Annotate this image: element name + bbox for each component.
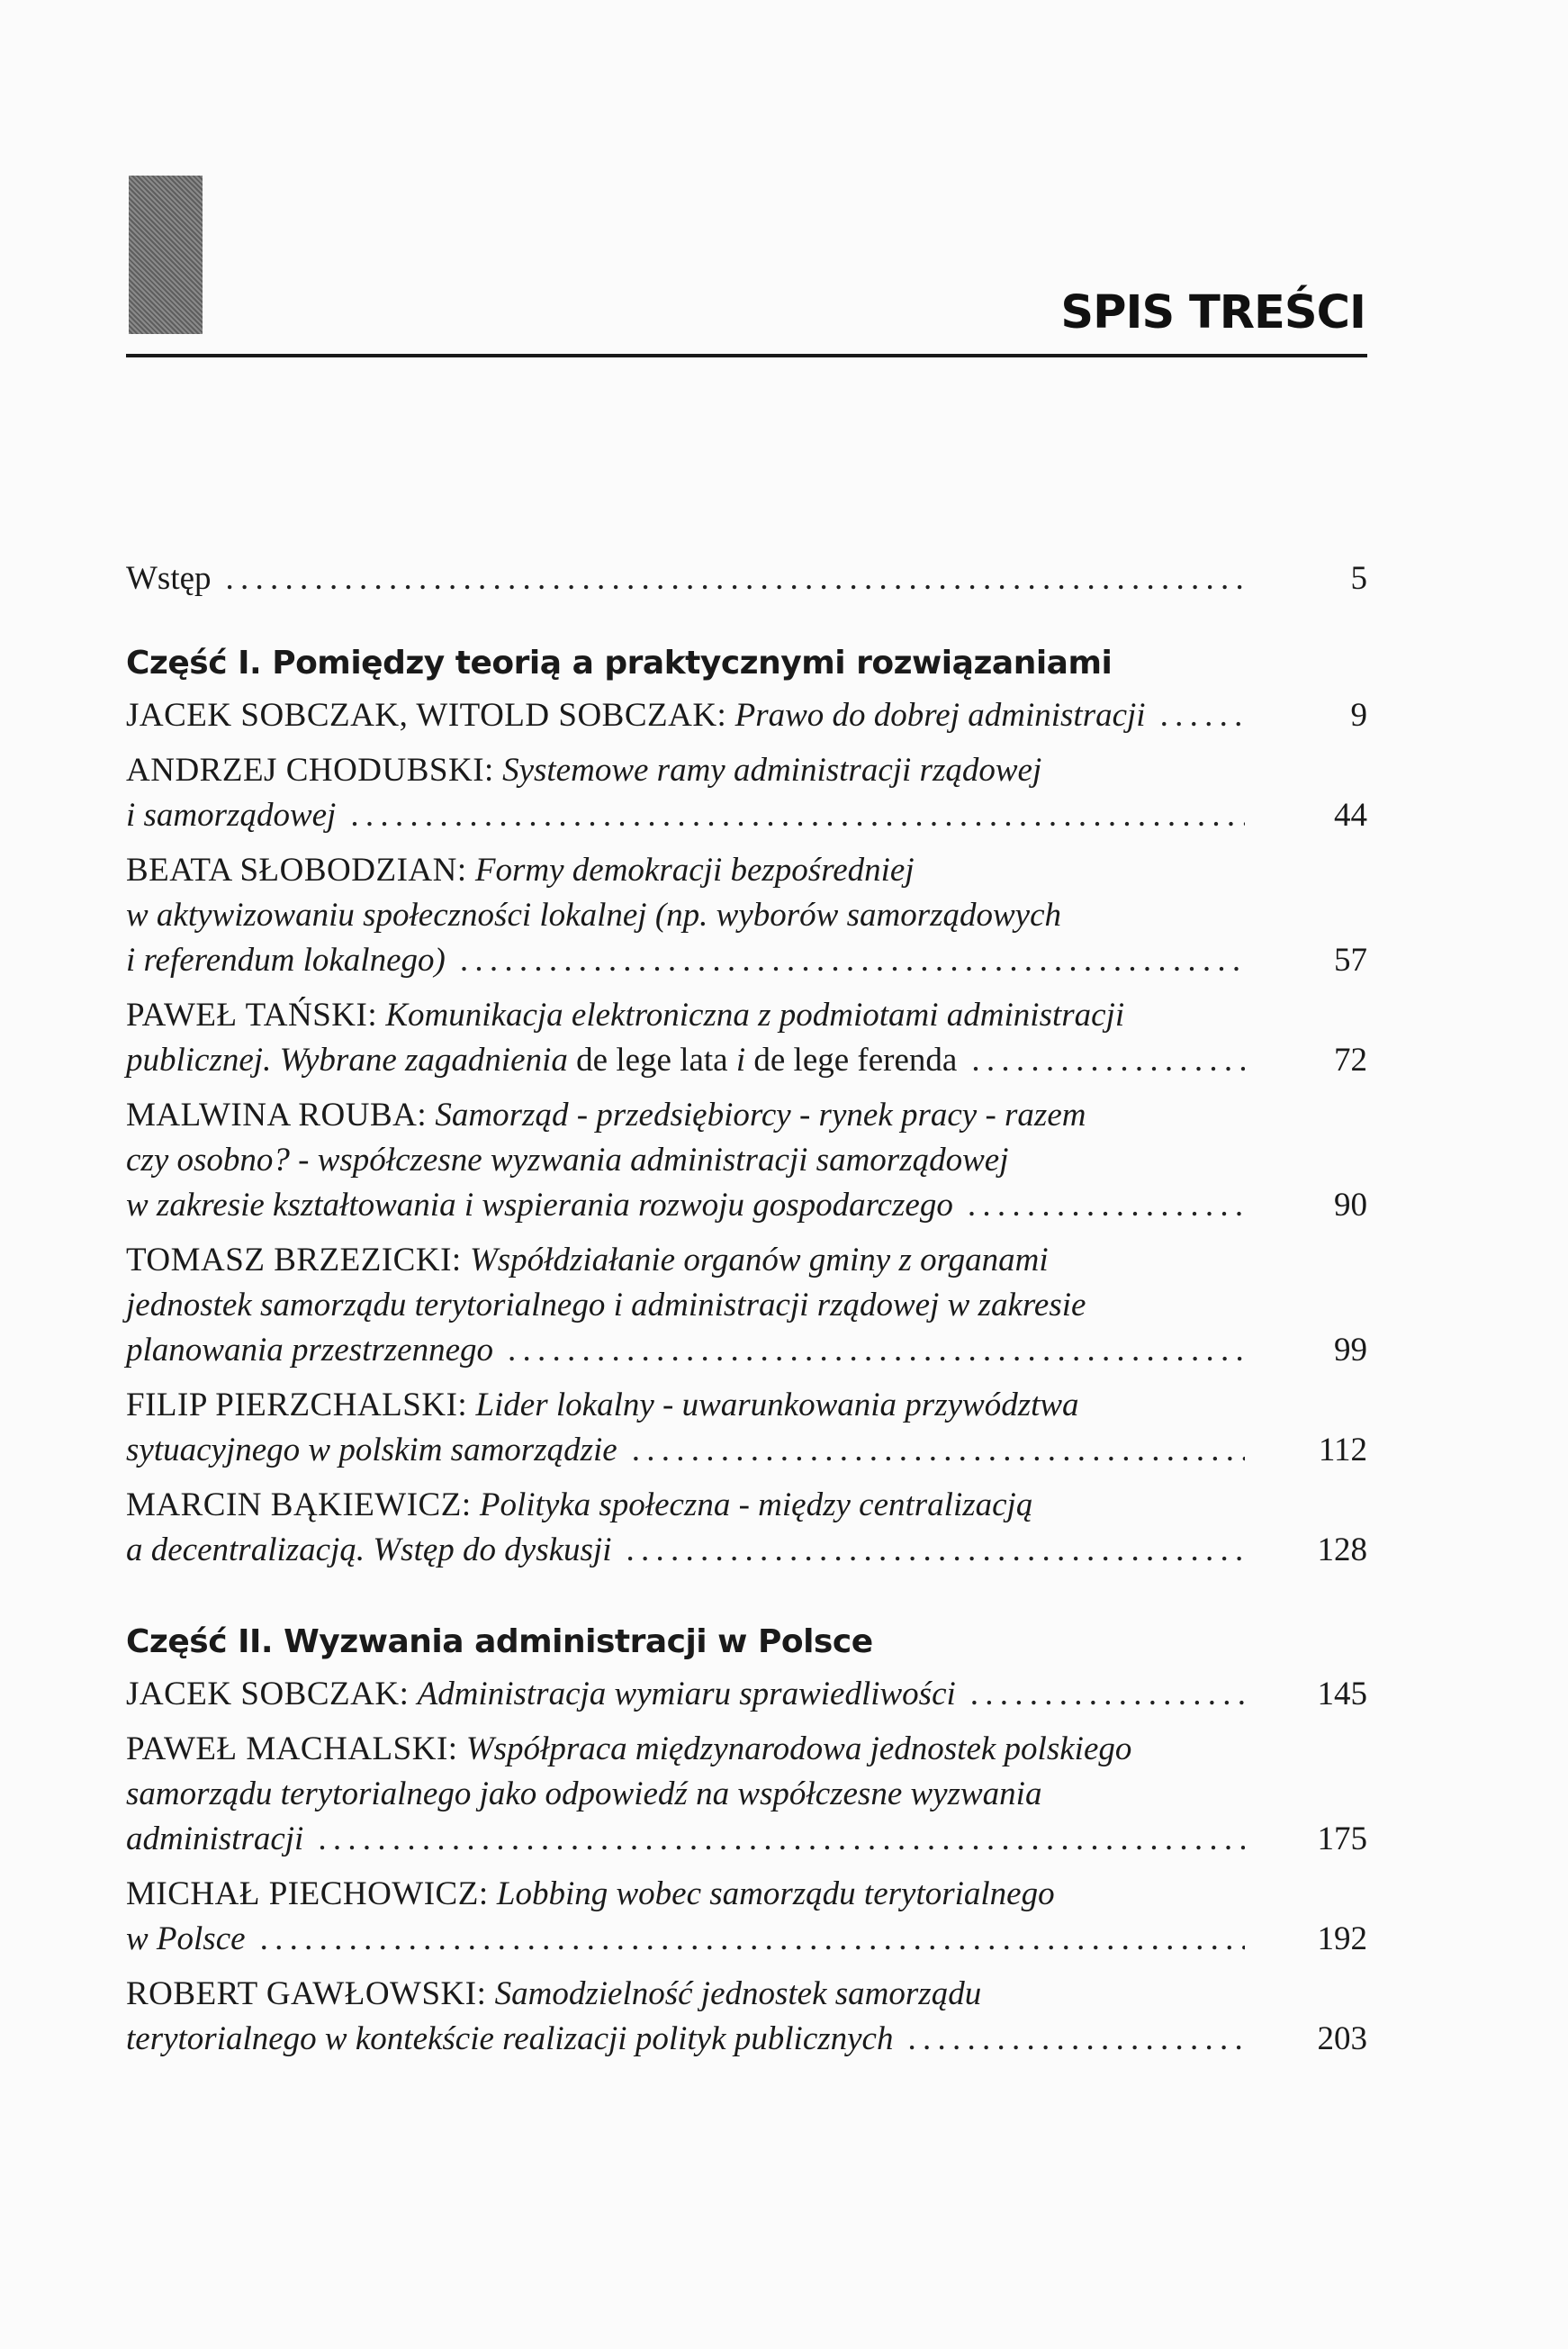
toc-entry[interactable] [126, 1093, 1367, 1228]
entry-title: Systemowe ramy administracji rządowej [502, 752, 1042, 789]
page-number: 99 [1334, 1332, 1367, 1369]
page-number: 5 [1350, 560, 1367, 597]
toc-entry[interactable] [126, 1727, 1367, 1862]
entry-title: Lobbing wobec samorządu terytorialnego [496, 1875, 1055, 1912]
latin-phrase: de lege ferenda [753, 1042, 958, 1079]
entry-title-continued: administracji [126, 1820, 304, 1857]
entry-title-continued: publicznej. Wybrane zagadnienia [126, 1042, 568, 1079]
page-number: 128 [1317, 1531, 1367, 1568]
page-number: 145 [1317, 1676, 1367, 1712]
entry-author: MARCIN BĄKIEWICZ: [126, 1486, 472, 1523]
toc-entry[interactable] [126, 848, 1367, 983]
dot-leader [1160, 693, 1245, 738]
dot-leader [632, 1428, 1245, 1473]
dot-leader [971, 1038, 1245, 1083]
toc-entry[interactable] [126, 1972, 1367, 2062]
entry-title-continued: i referendum lokalnego) [126, 942, 446, 979]
entry-author: MALWINA ROUBA: [126, 1097, 428, 1134]
dot-leader [460, 938, 1245, 983]
toc-entry[interactable] [126, 693, 1367, 738]
entry-title-continued: terytorialnego w kontekście realizacji polityk publicznych [126, 2020, 894, 2057]
entry-author: ROBERT GAWŁOWSKI: [126, 1975, 487, 2012]
page-title: SPIS TREŚCI [1060, 286, 1365, 339]
chapter-marker-block [129, 176, 203, 334]
entry-title: Formy demokracji bezpośredniej [474, 852, 915, 889]
dot-leader [968, 1183, 1245, 1228]
toc-entry[interactable] [126, 1672, 1367, 1717]
entry-title-continued: czy osobno? - współczesne wyzwania administracji samorządowej [126, 1142, 1009, 1179]
table-of-contents [126, 556, 1367, 2072]
page-number: 90 [1334, 1187, 1367, 1224]
entry-author: ANDRZEJ CHODUBSKI: [126, 752, 494, 789]
section-heading-part-2: Część II. Wyzwania administracji w Polsce [126, 1623, 873, 1660]
entry-title: Lider lokalny - uwarunkowania przywództwa [475, 1387, 1079, 1423]
toc-entry-intro[interactable] [126, 556, 1367, 601]
entry-author: JACEK SOBCZAK, WITOLD SOBCZAK: [126, 697, 727, 734]
entry-author: TOMASZ BRZEZICKI: [126, 1242, 462, 1278]
dot-leader [626, 1528, 1245, 1573]
latin-phrase: de lege lata [576, 1042, 728, 1079]
entry-title: Samodzielność jednostek samorządu [494, 1975, 982, 2012]
dot-leader [318, 1817, 1245, 1862]
title-rule [126, 354, 1367, 357]
conjunction: i [735, 1042, 746, 1079]
toc-entry[interactable] [126, 1383, 1367, 1473]
dot-leader [508, 1328, 1245, 1373]
toc-entry[interactable] [126, 748, 1367, 838]
entry-author: PAWEŁ MACHALSKI: [126, 1730, 458, 1767]
entry-title: Polityka społeczna - między centralizacją [479, 1486, 1033, 1523]
entry-author: JACEK SOBCZAK: [126, 1676, 410, 1712]
page-number: 203 [1317, 2020, 1367, 2057]
entry-title-continued: sytuacyjnego w polskim samorządzie [126, 1432, 617, 1468]
entry-author: PAWEŁ TAŃSKI: [126, 997, 378, 1034]
entry-title-continued: w aktywizowaniu społeczności lokalnej (np. wyborów samorządowych [126, 897, 1062, 934]
entry-title: Samorząd - przedsiębiorcy - rynek pracy - razem [435, 1097, 1086, 1134]
entry-title: Współdziałanie organów gminy z organami [469, 1242, 1049, 1278]
entry-author: MICHAŁ PIECHOWICZ: [126, 1875, 489, 1912]
dot-leader [907, 2017, 1245, 2062]
entry-title: Prawo do dobrej administracji [734, 697, 1146, 734]
entry-title-continued: a decentralizacją. Wstęp do dyskusji [126, 1531, 612, 1568]
entry-title-continued: planowania przestrzennego [126, 1332, 494, 1369]
toc-entry[interactable] [126, 993, 1367, 1083]
dot-leader [260, 1917, 1245, 1962]
entry-title-continued: jednostek samorządu terytorialnego i administracji rządowej w zakresie [126, 1287, 1086, 1324]
entry-title-continued: i samorządowej [126, 797, 337, 834]
page-number: 175 [1317, 1820, 1367, 1857]
entry-author: FILIP PIERZCHALSKI: [126, 1387, 468, 1423]
dot-leader [350, 793, 1245, 838]
entry-title-continued: w Polsce [126, 1920, 246, 1957]
page-number: 57 [1334, 942, 1367, 979]
page-number: 9 [1350, 697, 1367, 734]
section-heading-part-1: Część I. Pomiędzy teorią a praktycznymi rozwiązaniami [126, 645, 1113, 682]
toc-entry[interactable] [126, 1483, 1367, 1573]
entry-title-continued: samorządu terytorialnego jako odpowiedź na współczesne wyzwania [126, 1775, 1042, 1812]
entry-title: Współpraca międzynarodowa jednostek polskiego [465, 1730, 1132, 1767]
dot-leader [970, 1672, 1245, 1717]
page-number: 192 [1317, 1920, 1367, 1957]
page-number: 112 [1318, 1432, 1367, 1468]
intro-label: Wstęp [126, 560, 212, 597]
page-number: 44 [1334, 797, 1367, 834]
entry-title: Administracja wymiaru sprawiedliwości [417, 1676, 956, 1712]
toc-entry[interactable] [126, 1872, 1367, 1962]
entry-author: BEATA SŁOBODZIAN: [126, 852, 467, 889]
page-number: 72 [1334, 1042, 1367, 1079]
toc-entry[interactable] [126, 1238, 1367, 1373]
dot-leader [226, 556, 1245, 601]
entry-title: Komunikacja elektroniczna z podmiotami administracji [385, 997, 1125, 1034]
entry-title-continued: w zakresie kształtowania i wspierania rozwoju gospodarczego [126, 1187, 953, 1224]
